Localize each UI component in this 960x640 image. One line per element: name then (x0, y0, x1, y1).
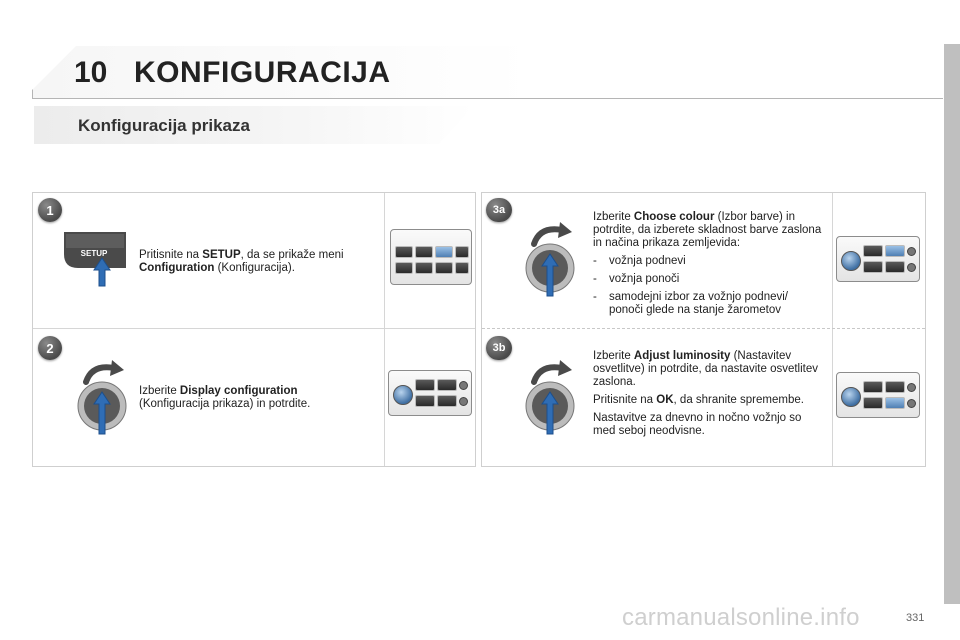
note-text: Nastavitve za dnevno in nočno vožnjo so med seboj neodvisne. (593, 412, 802, 437)
adjust-luminosity-term: Adjust luminosity (633, 350, 731, 362)
rotary-knob-icon (72, 360, 132, 438)
list-item: - vožnja podnevi (593, 255, 686, 267)
step-badge-1: 1 (38, 198, 62, 222)
chapter-title: KONFIGURACIJA (134, 56, 391, 89)
step-2-text: Izberite Display configuration (Konfiguracija prikaza) in potrdite. (139, 385, 311, 410)
page-number: 331 (906, 612, 925, 624)
right-row-divider (482, 328, 925, 329)
step-badge-3a: 3a (486, 198, 512, 222)
section-title: Konfiguracija prikaza (78, 116, 250, 135)
radio-knob-illustration (836, 372, 920, 418)
configuration-term: Configuration (139, 262, 215, 274)
watermark: carmanualsonline.info (622, 604, 860, 631)
list-item: - vožnja ponoči (593, 273, 680, 285)
display-configuration-term: Display configuration (179, 385, 298, 397)
right-image-column (832, 193, 926, 466)
radio-knob-illustration (388, 370, 472, 416)
setup-button-icon (62, 228, 132, 290)
left-row-divider (33, 328, 475, 329)
step-badge-3b: 3b (486, 336, 512, 360)
list-item: - samodejni izbor za vožnjo podnevi/ ponoči glede na stanje žarometov (593, 291, 788, 316)
step-1-text: Pritisnite na SETUP, da se prikaže meni Configuration (Konfiguracija). (139, 249, 344, 274)
ok-term: OK (656, 394, 674, 406)
setup-button-label: SETUP (80, 249, 108, 258)
choose-colour-term: Choose colour (633, 211, 715, 223)
rotary-knob-icon (520, 360, 580, 438)
setup-term: SETUP (202, 249, 241, 261)
radio-knob-illustration (836, 236, 920, 282)
chapter-number: 10 (74, 56, 108, 89)
rotary-knob-icon (520, 222, 580, 300)
radio-panel-illustration (390, 229, 472, 285)
step-3b-text: Izberite Adjust luminosity (Nastavitev osvetlitve) in potrdite, da nastavite osvetlitev zaslona. Pritisnite na OK, da shranite spremembe. Nastavitve za dnevno in nočno vožnjo so med seboj neodvisne. (593, 350, 823, 443)
step-3a-text: Izberite Choose colour (Izbor barve) in potrdite, da izberete skladnost barve zaslona in načina prikaza zemljevida: - vožnja podnevi - vožnja ponoči - samodejni izbor za vožnjo podnevi/ ponoči glede na stanje žarometov (593, 211, 822, 316)
step-badge-2: 2 (38, 336, 62, 360)
side-tab-bar (944, 44, 960, 604)
